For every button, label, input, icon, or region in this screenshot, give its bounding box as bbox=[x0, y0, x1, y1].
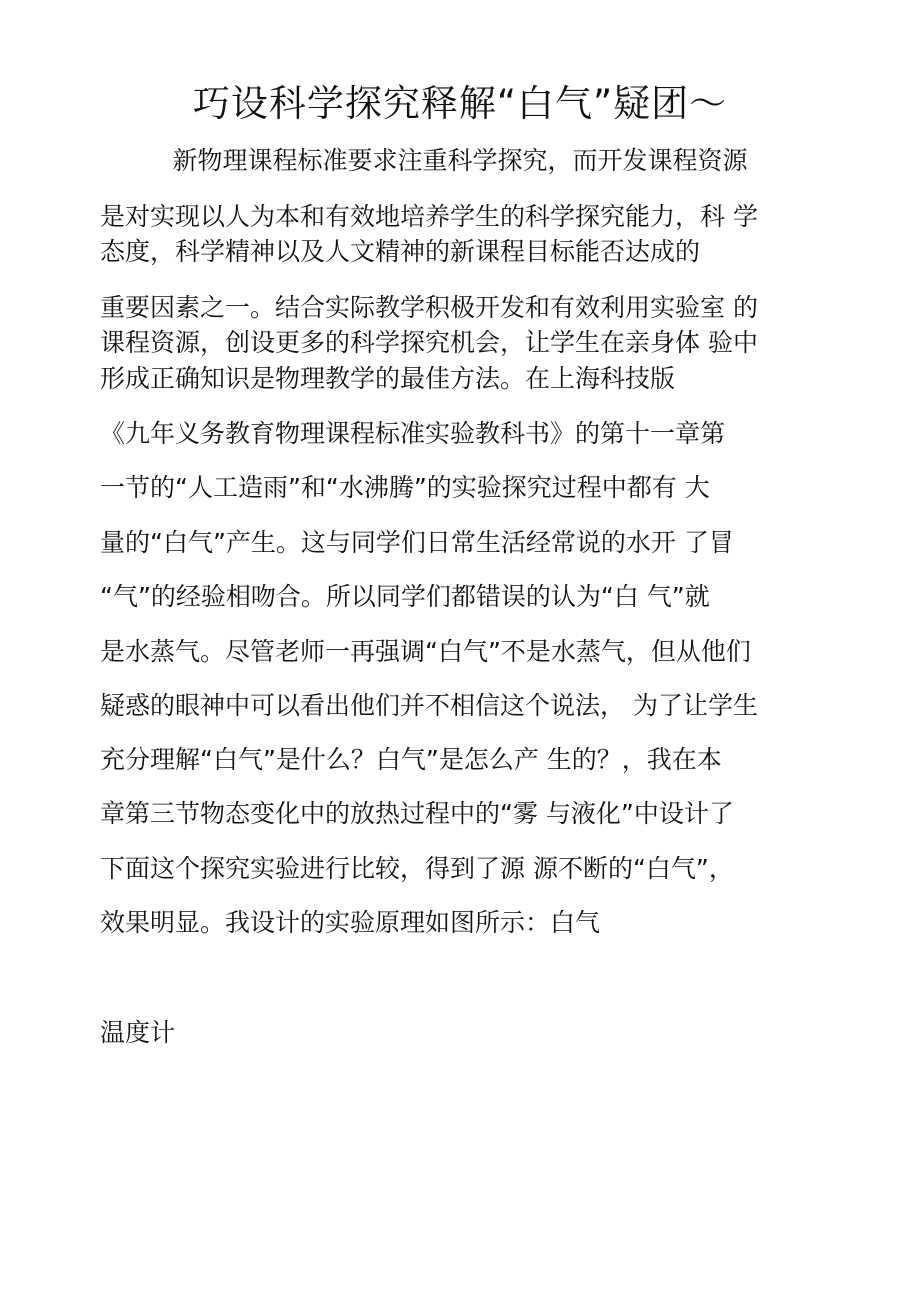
paragraph3-line-7: 充分理解“白气”是什么？白气”是怎么产 生的？，我在本 bbox=[100, 745, 722, 774]
paragraph3-line-1: 《九年义务教育物理课程标准实验教科书》的第十一章第 bbox=[100, 419, 726, 448]
paragraph1-line-2: 态度，科学精神以及人文精神的新课程目标能否达成的 bbox=[100, 237, 701, 266]
intro-line: 新物理课程标准要求注重科学探究，而开发课程资源 bbox=[172, 146, 748, 175]
paragraph3-line-9: 下面这个探究实验进行比较，得到了源 源不断的“白气”， bbox=[100, 854, 734, 883]
paragraph3-line-6: 疑惑的眼神中可以看出他们并不相信这个说法， 为了让学生 bbox=[100, 691, 758, 720]
document-title: 巧设科学探究释解“白气”疑团～ bbox=[192, 82, 728, 125]
paragraph3-line-3: 量的“白气”产生。这与同学们日常生活经常说的水开 了冒 bbox=[100, 528, 734, 557]
paragraph2-line-3: 形成正确知识是物理教学的最佳方法。在上海科技版 bbox=[100, 364, 676, 393]
paragraph3-line-10: 效果明显。我设计的实验原理如图所示：白气 bbox=[100, 908, 601, 937]
paragraph2-line-2: 课程资源，创设更多的科学探究机会，让学生在亲身体 验中 bbox=[100, 328, 758, 357]
paragraph3-line-5: 是水蒸气。尽管老师一再强调“白气”不是水蒸气，但从他们 bbox=[100, 637, 751, 666]
paragraph3-line-2: 一节的“人工造雨”和“水沸腾”的实验探究过程中都有 大 bbox=[100, 473, 710, 502]
paragraph2-line-1: 重要因素之一。结合实际教学积极开发和有效利用实验室 的 bbox=[100, 293, 758, 322]
paragraph3-line-4: “气”的经验相吻合。所以同学们都错误的认为“白 气”就 bbox=[100, 582, 710, 611]
paragraph1-line-1: 是对实现以人为本和有效地培养学生的科学探究能力，科 学 bbox=[100, 202, 758, 231]
figure-label-thermometer: 温度计 bbox=[100, 1018, 176, 1047]
paragraph3-line-8: 章第三节物态变化中的放热过程中的“雾 与液化”中设计了 bbox=[100, 799, 734, 828]
